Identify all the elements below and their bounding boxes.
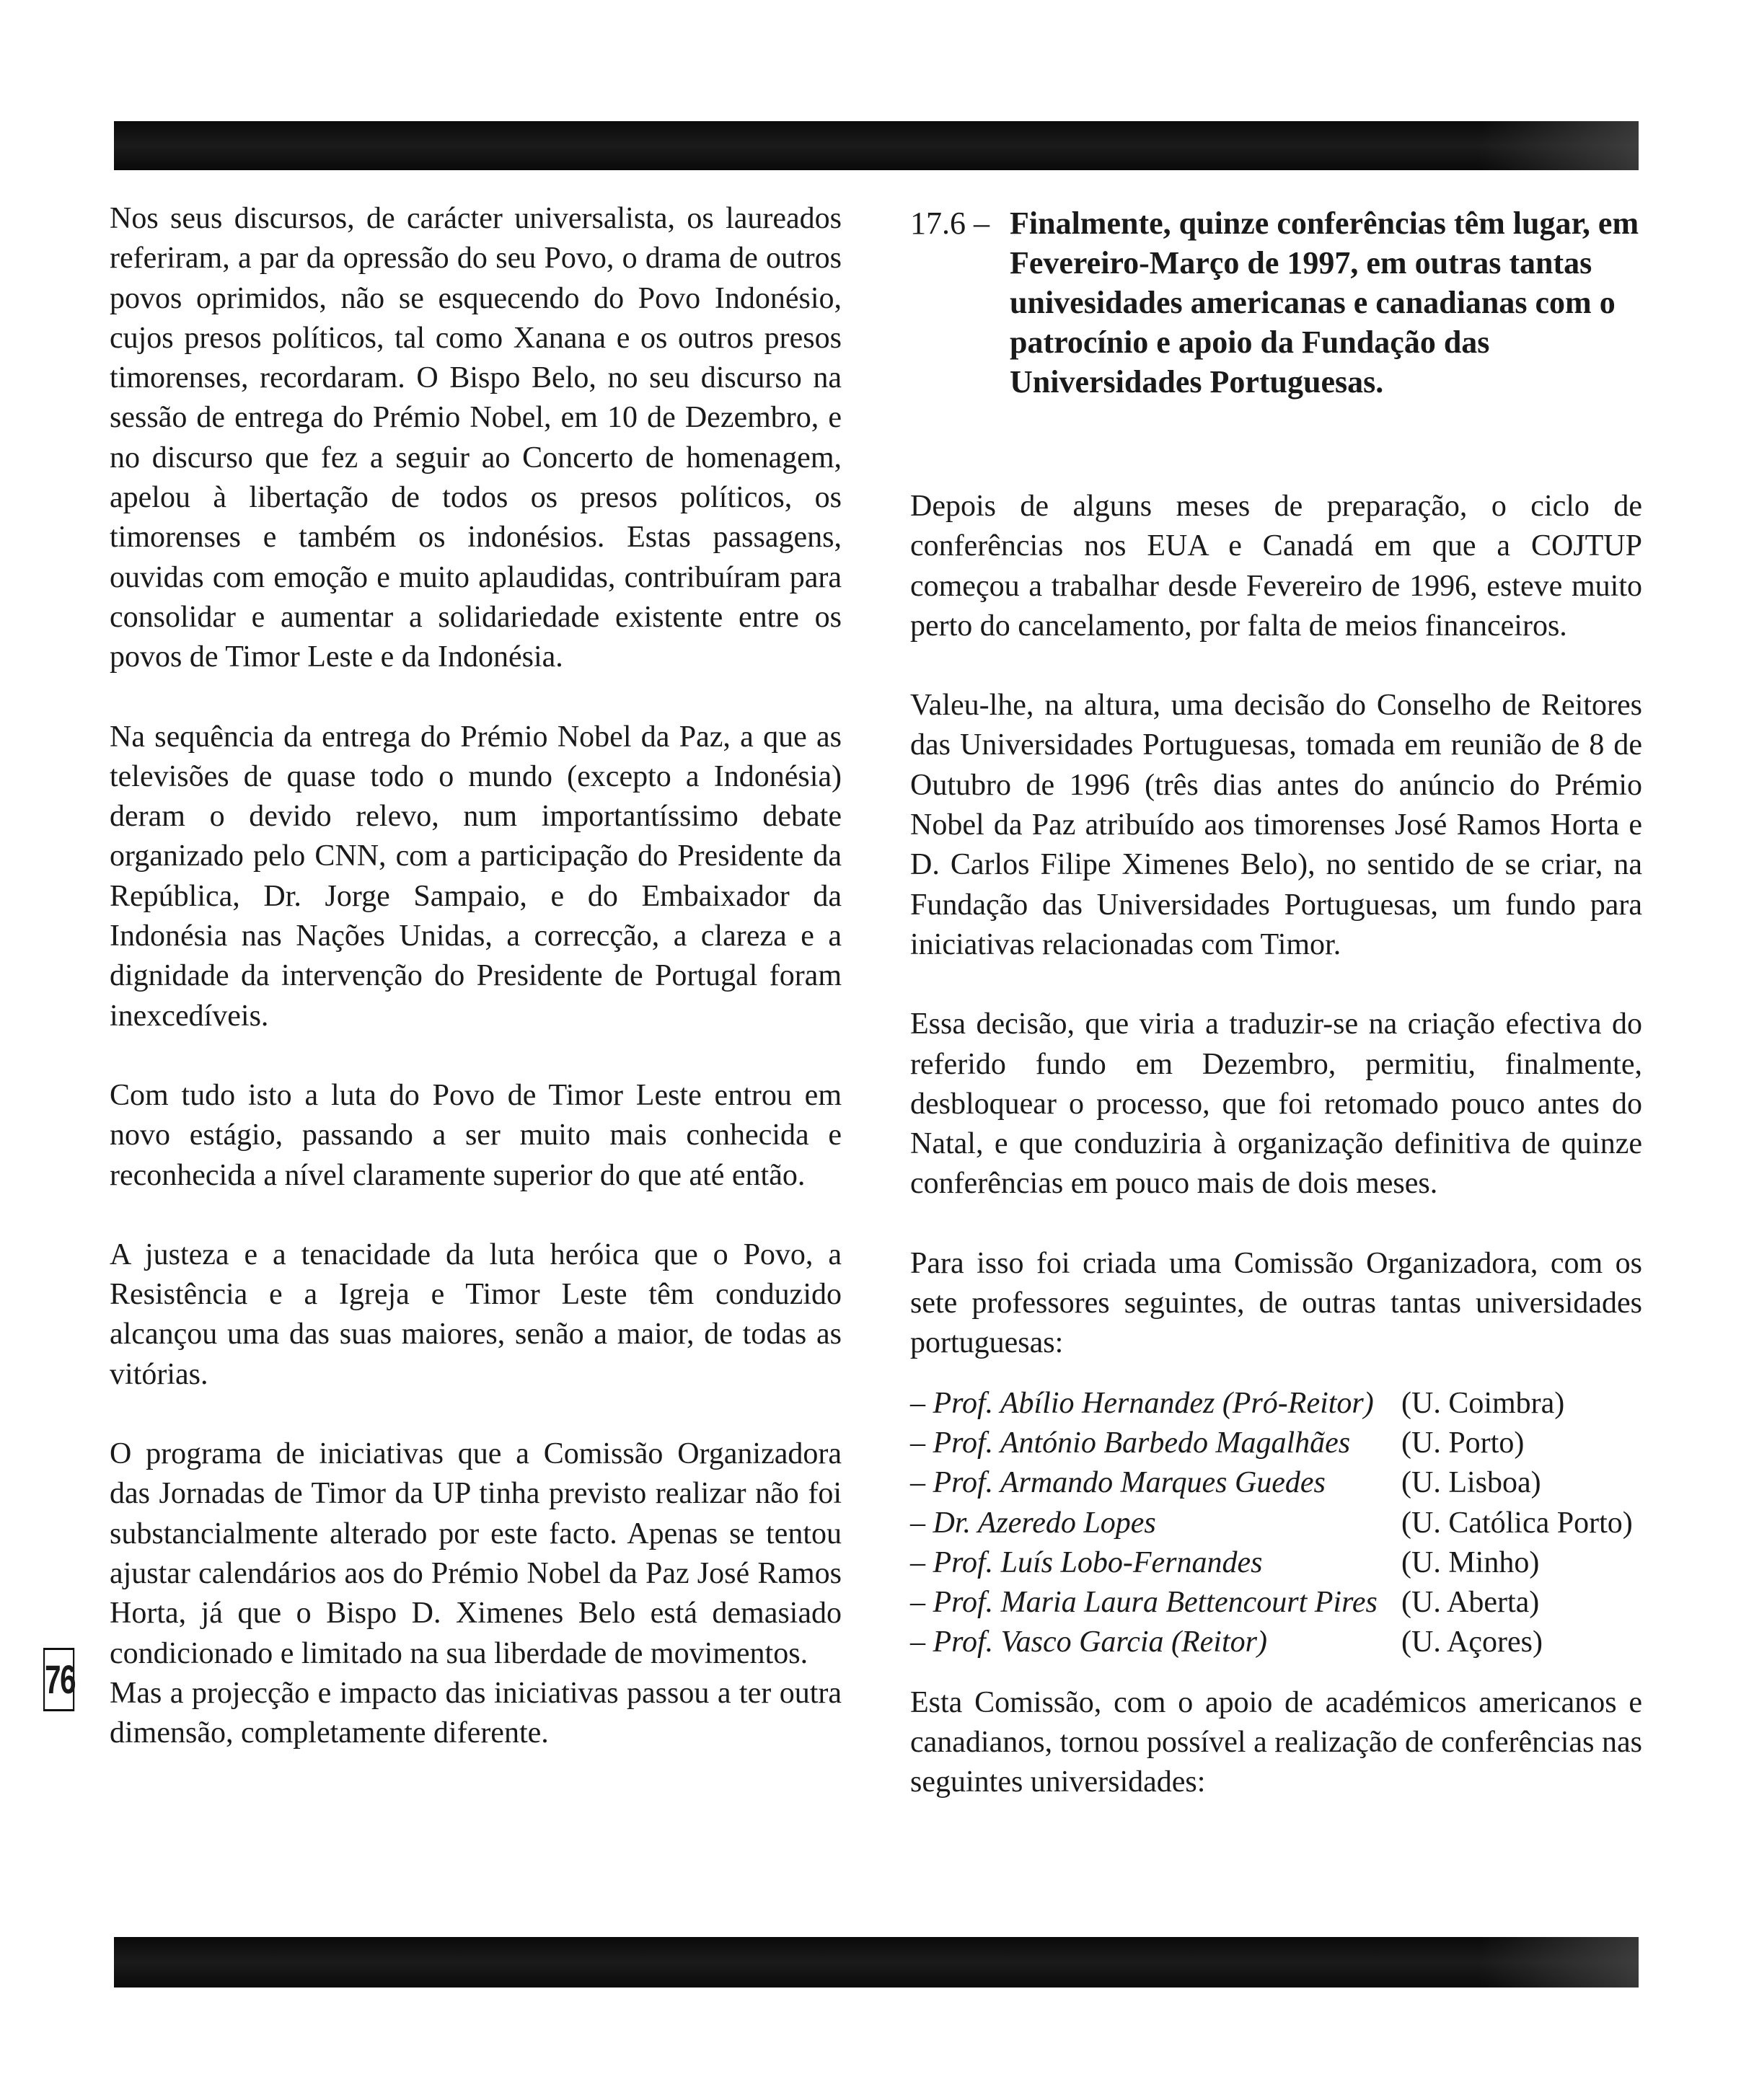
professor-university: (U. Católica Porto) bbox=[1401, 1506, 1633, 1540]
paragraph: Esta Comissão, com o apoio de académicos americanos e canadianos, tornou possível a realização de conferências nas seguintes universidades: bbox=[910, 1685, 1642, 1799]
professor-university: (U. Coimbra) bbox=[1401, 1386, 1565, 1420]
paragraph: Para isso foi criada uma Comissão Organizadora, com os sete professores seguintes, de outras tantas universidades portuguesas: bbox=[910, 1246, 1642, 1360]
section-number: 17.6 – bbox=[910, 206, 990, 241]
right-column bbox=[910, 199, 1642, 1803]
page-number: 76 bbox=[43, 1648, 74, 1711]
section-title: Finalmente, quinze conferências têm lugar, em Fevereiro-Março de 1997, em outras tantas univesidades americanas e canadianas com o patrocínio e apoio da Fundação das Universidades Portuguesas. bbox=[1010, 206, 1639, 400]
list-item bbox=[910, 1623, 1642, 1662]
professor-name: – Prof. Abílio Hernandez (Pró-Reitor) bbox=[910, 1386, 1374, 1420]
professor-name: – Prof. Luís Lobo-Fernandes bbox=[910, 1545, 1263, 1579]
list-item bbox=[910, 1504, 1642, 1543]
left-column bbox=[110, 199, 842, 1753]
paragraph: A justeza e a tenacidade da luta heróica que o Povo, a Resistência e a Igreja e Timor Leste têm conduzido alcançou uma das suas maiores, senão a maior, de todas as vitórias. bbox=[110, 1238, 842, 1391]
paragraph: Nos seus discursos, de carácter universalista, os laureados referiram, a par da opressão do seu Povo, o drama de outros povos oprimidos, não se esquecendo do Povo Indonésio, cujos presos políticos, tal como Xanana e os outros presos timorenses, recordaram. O Bispo Belo, no seu discurso na sessão de entrega do Prémio Nobel, em 10 de Dezembro, e no discurso que fez a seguir ao Concerto de homenagem, apelou à libertação de todos os presos políticos, os timorenses e também os indonésios. Estas passagens, ouvidas com emoção e muito aplaudidas, contribuíram para consolidar e aumentar a solidariedade existente entre os povos de Timor Leste e da Indonésia. bbox=[110, 202, 842, 674]
list-item bbox=[910, 1543, 1642, 1583]
list-item bbox=[910, 1463, 1642, 1503]
professor-university: (U. Aberta) bbox=[1401, 1586, 1540, 1620]
list-item bbox=[910, 1384, 1642, 1424]
professor-university: (U. Açores) bbox=[1401, 1625, 1543, 1659]
paragraph: Com tudo isto a luta do Povo de Timor Leste entrou em novo estágio, passando a ser muito mais conhecida e reconhecida a nível claramente superior do que até então. bbox=[110, 1078, 842, 1192]
section-heading bbox=[910, 203, 1642, 402]
professor-university: (U. Lisboa) bbox=[1401, 1466, 1541, 1500]
professor-name: – Prof. António Barbedo Magalhães bbox=[910, 1426, 1351, 1460]
paragraph: Na sequência da entrega do Prémio Nobel da Paz, a que as televisões de quase todo o mundo (excepto a Indonésia) deram o devido relevo, num importantíssimo debate organizado pelo CNN, com a participação do Presidente da República, Dr. Jorge Sampaio, e do Embaixador da Indonésia nas Nações Unidas, a correcção, a clareza e a dignidade da intervenção do Presidente de Portugal foram inexcedíveis. bbox=[110, 720, 842, 1033]
paragraph: Mas a projecção e impacto das iniciativas passou a ter outra dimensão, completamente diferente. bbox=[110, 1676, 842, 1750]
bottom-decorative-band bbox=[114, 1937, 1639, 1988]
professor-name: – Prof. Maria Laura Bettencourt Pires bbox=[910, 1586, 1378, 1620]
paragraph: Essa decisão, que viria a traduzir-se na criação efectiva do referido fundo em Dezembro, permitiu, finalmente, desbloquear o processo, que foi retomado pouco antes do Natal, e que conduziria à organização definitiva de quinze conferências em pouco mais de dois meses. bbox=[910, 1007, 1642, 1201]
list-item bbox=[910, 1424, 1642, 1463]
professor-list bbox=[910, 1384, 1642, 1663]
professor-name: – Prof. Vasco Garcia (Reitor) bbox=[910, 1625, 1267, 1659]
paragraph: Valeu-lhe, na altura, uma decisão do Conselho de Reitores das Universidades Portuguesas, tomada em reunião de 8 de Outubro de 1996 (três dias antes do anúncio do Prémio Nobel da Paz atribuído aos timorenses José Ramos Horta e D. Carlos Filipe Ximenes Belo), no sentido de se criar, na Fundação das Universidades Portuguesas, um fundo para iniciativas relacionadas com Timor. bbox=[910, 689, 1642, 961]
paragraph: O programa de iniciativas que a Comissão Organizadora das Jornadas de Timor da UP tinha previsto realizar não foi substancialmente alterado por este facto. Apenas se tentou ajustar calendários aos do Prémio Nobel da Paz José Ramos Horta, já que o Bispo D. Ximenes Belo está demasiado condicionado e limitado na sua liberdade de movimentos. bbox=[110, 1437, 842, 1670]
professor-name: – Dr. Azeredo Lopes bbox=[910, 1506, 1156, 1540]
list-item bbox=[910, 1583, 1642, 1623]
top-decorative-band bbox=[114, 121, 1639, 170]
paragraph: Depois de alguns meses de preparação, o ciclo de conferências nos EUA e Canadá em que a COJTUP começou a trabalhar desde Fevereiro de 1996, esteve muito perto do cancelamento, por falta de meios financeiros. bbox=[910, 490, 1642, 643]
professor-university: (U. Porto) bbox=[1401, 1426, 1525, 1460]
professor-university: (U. Minho) bbox=[1401, 1545, 1540, 1579]
professor-name: – Prof. Armando Marques Guedes bbox=[910, 1466, 1326, 1500]
